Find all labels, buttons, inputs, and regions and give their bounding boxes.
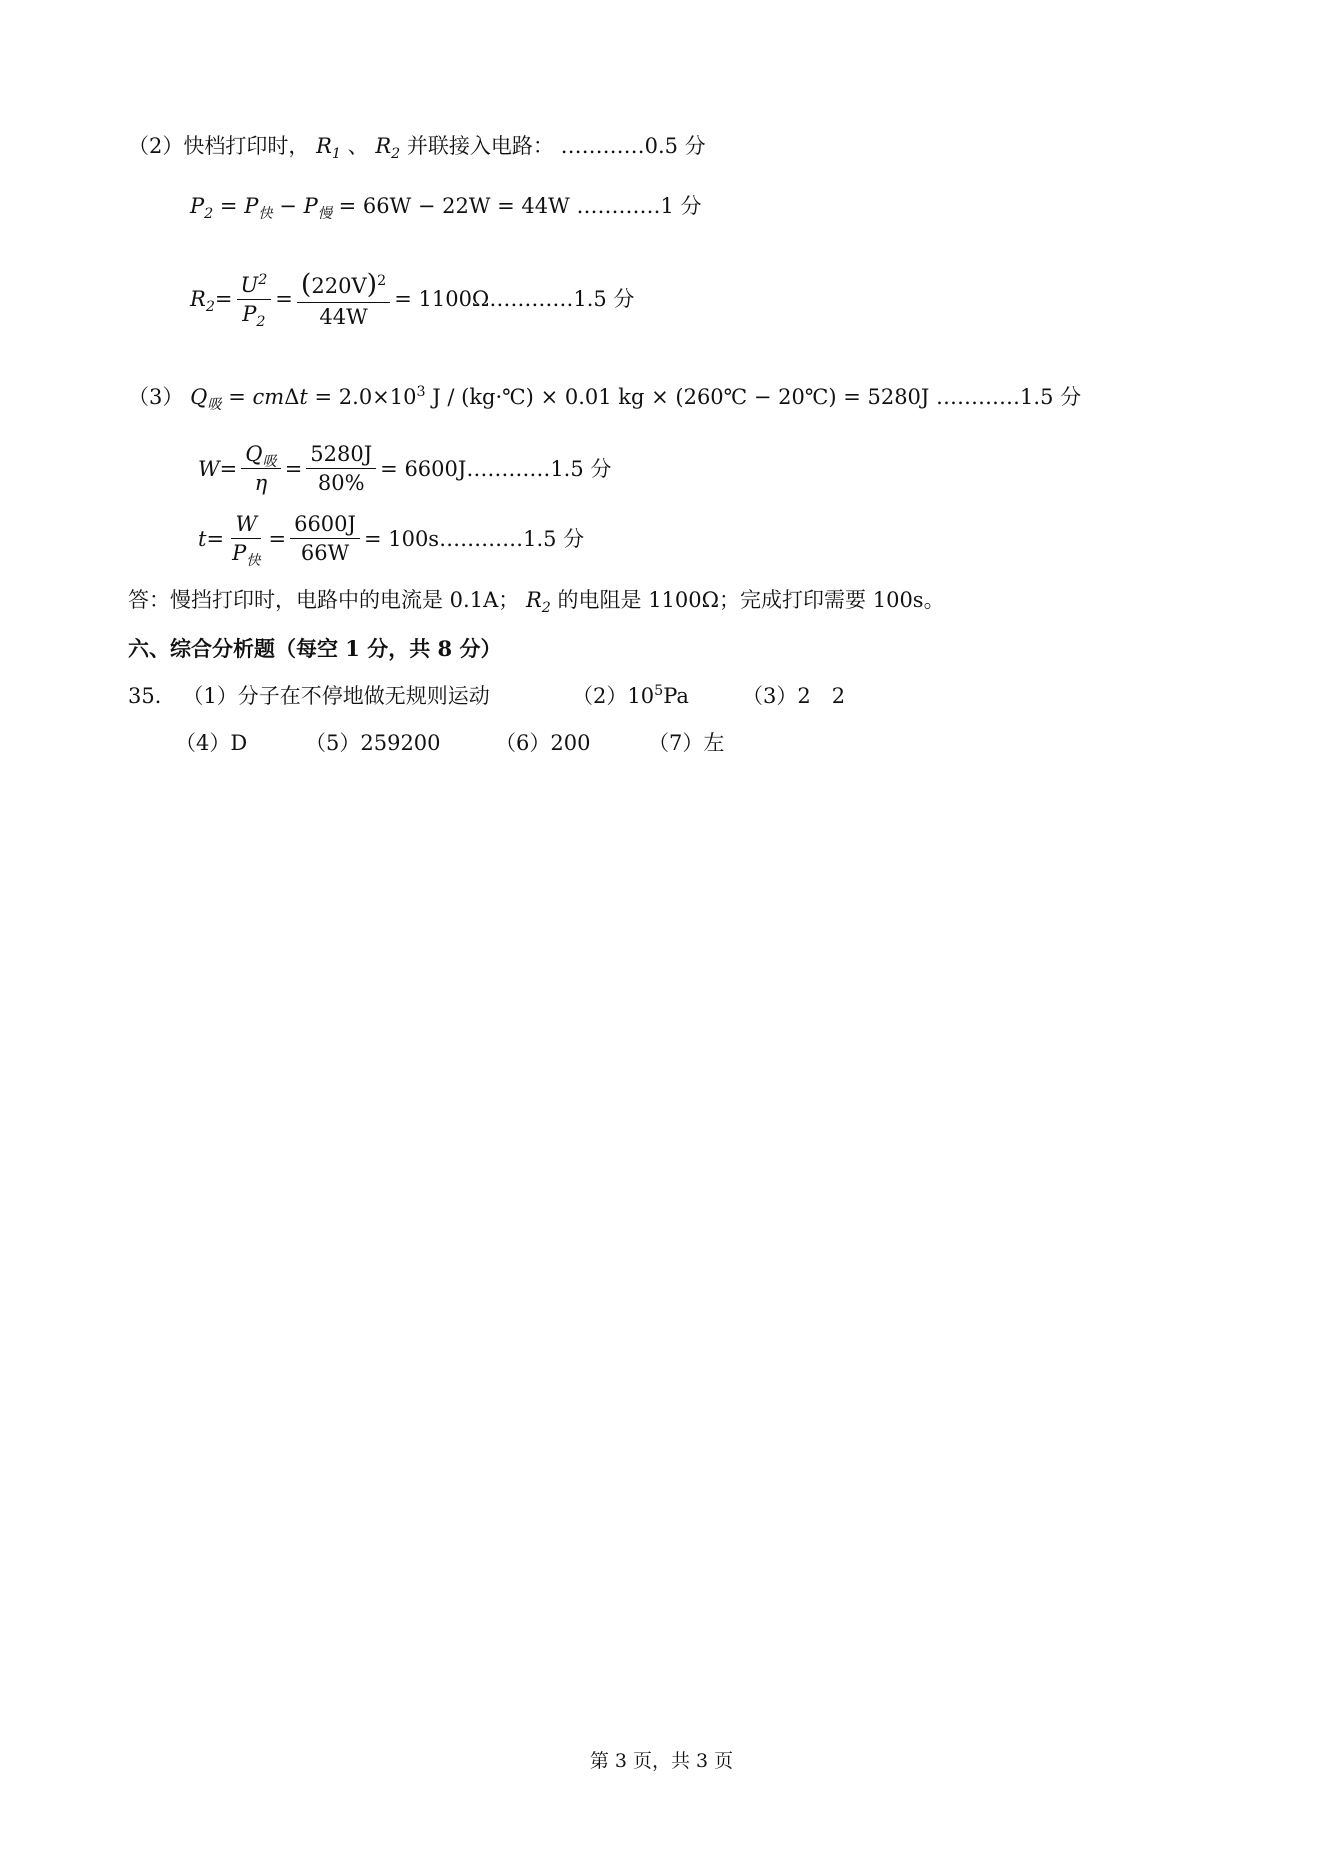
separator: 、 [347, 134, 369, 158]
q35-answer-5: （5）259200 [305, 731, 441, 755]
w-symbol: W [198, 456, 220, 481]
minus: − [279, 194, 304, 218]
p2-symbol: $P_2$ [190, 194, 214, 223]
eq-w [198, 444, 611, 494]
section6-heading: 六、综合分析题（每空 1 分，共 8 分） [128, 636, 502, 661]
fraction-6600-66: $\frac{6600J}{66W}$ [290, 514, 360, 564]
r2-symbol: $R_2$ [375, 134, 401, 163]
eq-t-result: = 100s [363, 526, 440, 551]
part3-line [128, 384, 1082, 414]
r2-lhs: $R_2$ [190, 287, 215, 316]
eq-w-score: …………1.5 分 [466, 456, 612, 481]
equals: = [268, 526, 287, 551]
pman-symbol: $P_慢$ [303, 194, 332, 223]
eq-p2-score: …………1 分 [576, 194, 702, 218]
eq-t-score: …………1.5 分 [439, 526, 585, 551]
q35-answer-6: （6）200 [495, 731, 591, 755]
q35-answer-1: （1）分子在不停地做无规则运动 [182, 684, 490, 708]
equals: = [219, 194, 245, 218]
unit: J / [432, 385, 462, 409]
equals: = [219, 456, 238, 481]
eq-t [198, 512, 585, 570]
unit-paren: (kg·℃) [461, 385, 534, 409]
fraction-q-eta: $\frac{Q_吸}{\eta}$ [241, 444, 280, 494]
equals: = [214, 287, 233, 312]
temperature: (260℃ − 20℃) [675, 385, 837, 409]
fraction-u2-p2: $\frac{U^2}{P_2}$ [237, 275, 272, 325]
part2-line [128, 134, 706, 163]
mass: × 0.01 kg × [540, 385, 676, 409]
t-symbol: t [299, 385, 308, 409]
eq-r2 [190, 269, 635, 331]
part2-intro: （2）快档打印时， [128, 134, 310, 158]
fraction-w-pkuai: $\frac{W}{P_快}$ [232, 512, 261, 570]
eq-w-result: = 6600J [380, 456, 467, 481]
answer-line [128, 588, 945, 617]
fraction-5280-80: $\frac{5280J}{80\%}$ [306, 444, 376, 494]
part3-score: …………1.5 分 [936, 385, 1082, 409]
eq-r2-score: …………1.5 分 [489, 287, 635, 312]
q35-number: 35． [128, 684, 176, 708]
q35-row1 [128, 686, 490, 707]
equals: = [228, 385, 253, 409]
t-symbol: t [198, 526, 207, 551]
answer-a: 答：慢挡打印时，电路中的电流是 0.1A； [128, 588, 520, 612]
part2-rest: 并联接入电路： [406, 134, 554, 158]
equals: = [206, 526, 225, 551]
eq-r2-result: = 1100Ω [394, 287, 490, 312]
cm-symbol: cm [252, 385, 285, 409]
part3-result: = 5280J [843, 385, 930, 409]
page-footer: 第 3 页，共 3 页 [589, 1750, 734, 1772]
part3-label: （3） [128, 385, 184, 409]
answer-r2: $R_2$ [525, 588, 551, 617]
q35-answer-3: （3）2 2 [742, 684, 846, 708]
q35-answer-7: （7）左 [648, 731, 725, 755]
eq-p2-rhs: = 66W − 22W = 44W [338, 194, 570, 218]
q35-answer-2: $(2)10^5Pa$ [572, 683, 689, 708]
answer-b: 的电阻是 1100Ω；完成打印需要 100s。 [557, 588, 945, 612]
q-symbol: $Q_吸$ [190, 385, 222, 414]
q35-answer-4: （4）D [175, 731, 248, 755]
delta-symbol: Δ [284, 385, 300, 409]
equals: = [284, 456, 303, 481]
c-value: = $2.0\times 10^3$ [314, 384, 426, 409]
r1-symbol: $R_1$ [316, 134, 341, 163]
fraction-220v-44w: $\frac{(220V)^2}{44W}$ [297, 272, 390, 328]
equals: = [275, 287, 293, 312]
eq-p2 [190, 194, 702, 223]
part2-score: …………0.5 分 [560, 134, 706, 158]
pkuai-symbol: $P_快$ [244, 194, 273, 223]
